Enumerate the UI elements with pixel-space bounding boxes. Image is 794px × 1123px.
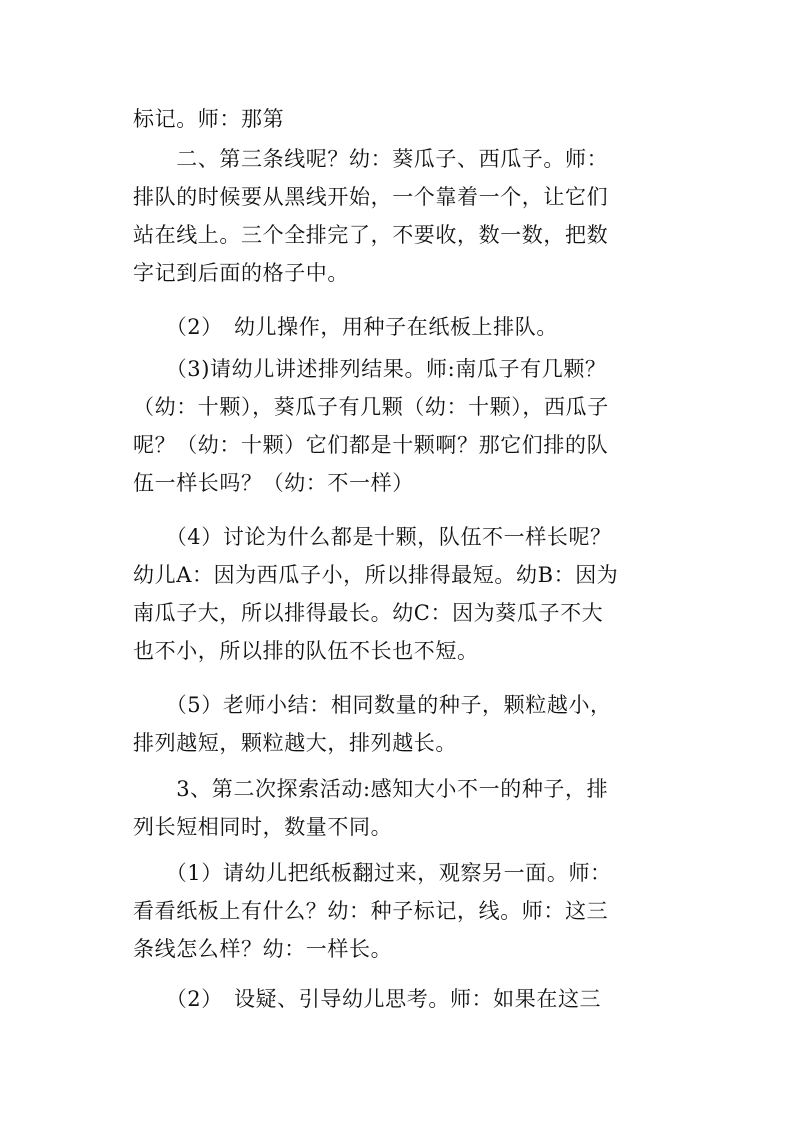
text-line: 标记。师：那第 xyxy=(133,107,285,131)
text-line: 也不小，所以排的队伍不长也不短。 xyxy=(133,639,479,663)
text-line: （3)请幼儿讲述排列结果。师:南瓜子有几颗？ xyxy=(133,357,607,381)
paragraph-9 xyxy=(133,980,681,1018)
paragraph-1 xyxy=(133,100,681,138)
paragraph-2 xyxy=(133,140,681,292)
text-line: 条线怎么样？幼：一样长。 xyxy=(133,937,393,961)
text-line: 幼儿A：因为西瓜子小，所以排得最短。幼B：因为 xyxy=(133,563,619,587)
text-line: 看看纸板上有什么？幼：种子标记，线。师：这三 xyxy=(133,899,609,923)
text-line: （2） 幼儿操作，用种子在纸板上排队。 xyxy=(133,315,558,339)
text-line: 字记到后面的格子中。 xyxy=(133,261,349,285)
text-line: 排列越短，颗粒越大，排列越长。 xyxy=(133,731,457,755)
paragraph-8 xyxy=(133,854,681,968)
text-line: 南瓜子大，所以排得最长。幼C：因为葵瓜子不大 xyxy=(133,601,604,625)
text-line: 排队的时候要从黑线开始，一个靠着一个，让它们 xyxy=(133,185,609,209)
text-line: 二、第三条线呢？幼：葵瓜子、西瓜子。师： xyxy=(133,147,609,171)
paragraph-4 xyxy=(133,350,681,502)
paragraph-5 xyxy=(133,518,681,670)
text-line: （4）讨论为什么都是十颗，队伍不一样长呢？ xyxy=(133,525,612,549)
text-line: 呢？（幼：十颗）它们都是十颗啊？那它们排的队 xyxy=(133,433,609,457)
text-line: （5）老师小结：相同数量的种子，颗粒越小， xyxy=(133,693,612,717)
text-line: 列长短相同时，数量不同。 xyxy=(133,815,393,839)
paragraph-3 xyxy=(133,308,681,346)
text-line: 站在线上。三个全排完了，不要收，数一数，把数 xyxy=(133,223,609,247)
paragraph-6 xyxy=(133,686,681,762)
paragraph-7 xyxy=(133,770,681,846)
text-line: （幼：十颗），葵瓜子有几颗（幼：十颗），西瓜子 xyxy=(133,395,609,419)
text-line: 伍一样长吗？（幼：不一样） xyxy=(133,471,414,495)
text-line: （1）请幼儿把纸板翻过来，观察另一面。师： xyxy=(133,861,612,885)
text-line: 3、第二次探索活动:感知大小不一的种子，排 xyxy=(133,777,609,801)
text-line: （2） 设疑、引导幼儿思考。师：如果在这三 xyxy=(133,987,602,1011)
